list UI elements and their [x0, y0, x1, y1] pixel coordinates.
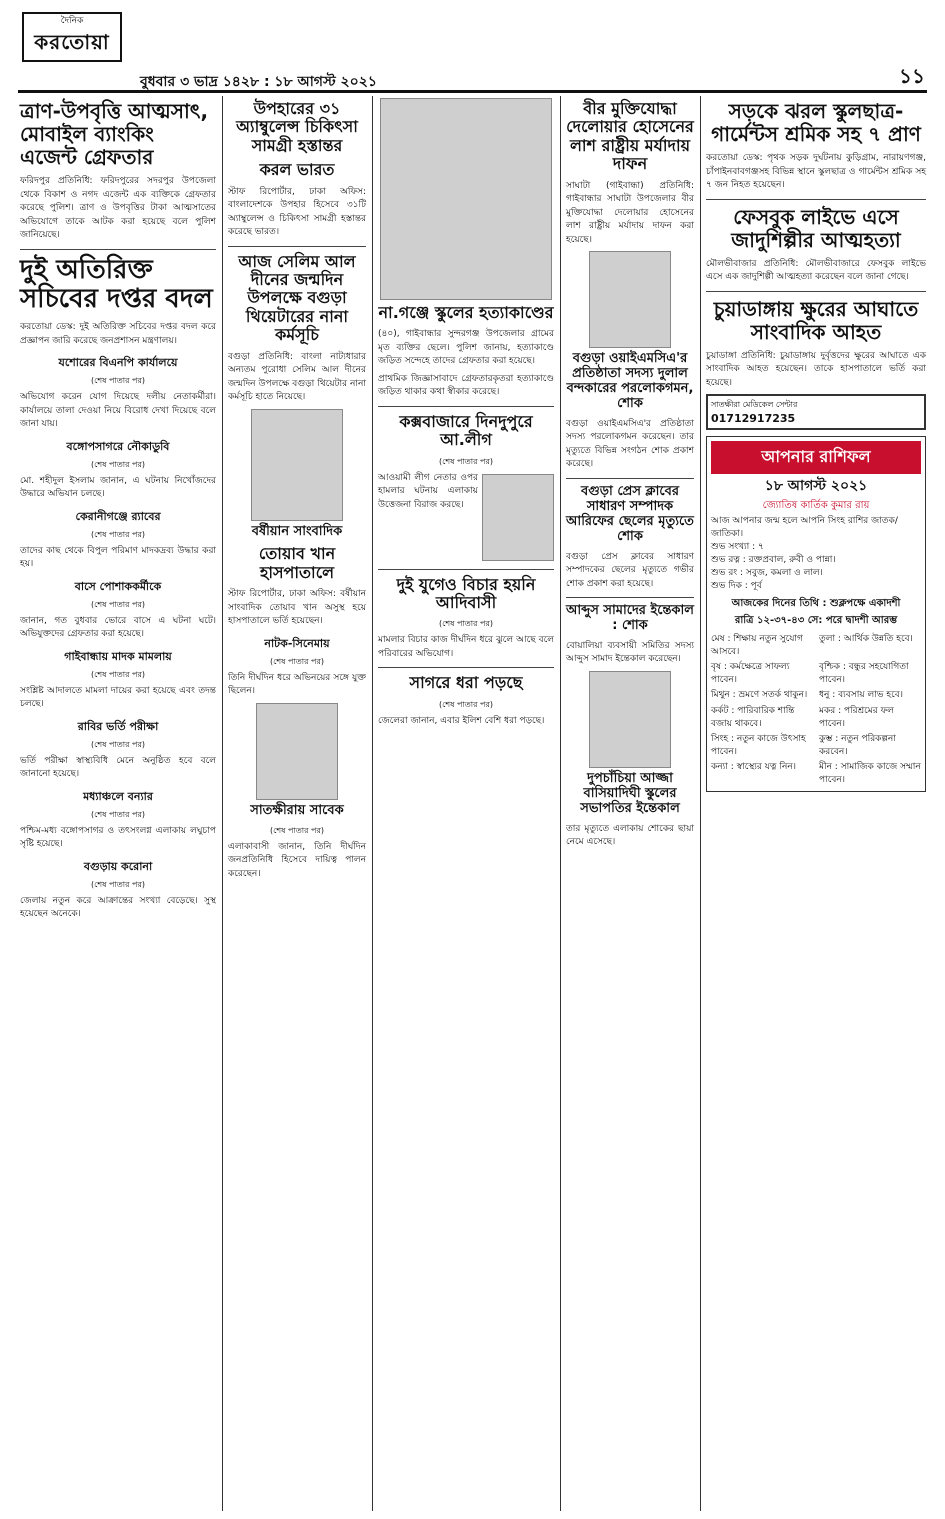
rashifal-night: রাত্রি ১২-৩৭-৪৩ সে: পরে দ্বাদশী আরম্ভ [734, 615, 898, 627]
newspaper-logo [22, 12, 122, 62]
article-text: অভিযোগ করেন যোগ দিয়েছে দলীয় নেতাকর্মীরা। কার্যালয়ে তালা দেওয়া নিয়ে বিরোধ দেখা দিয়েছে বলে জানা যায়। [20, 392, 216, 430]
article-text: জানান, গত বুধবার ভোরে বাসে এ ঘটনা ঘটে। অভিযুক্তদের গ্রেফতার করা হয়েছে। [20, 615, 216, 640]
rashifal-row: শুভ রং : সবুজ, কমলা ও লাল। [711, 568, 823, 579]
group-photo [380, 98, 552, 300]
article-text: তার মৃত্যুতে এলাকায় শোকের ছায়া নেমে এসেছে। [566, 823, 694, 848]
logo-small: দৈনিক [60, 16, 84, 26]
photo-caption: সাতক্ষীরায় সাবেক [250, 802, 344, 818]
continued-note: (শেষ পাতার পর) [90, 459, 146, 469]
article-text: বোয়ালিয়া ব্যবসায়ী সমিতির সদস্য আব্দুস সামাদ ইন্তেকাল করেছেন। [566, 640, 694, 665]
rashifal-sign: তুলা : আর্থিক উন্নতি হবে। [819, 634, 913, 645]
continued-note: (শেষ পাতার পর) [90, 879, 146, 889]
article-text: স্টাফ রিপোর্টার, ঢাকা অফিস: বর্ষীয়ান সাংবাদিক তোয়াব খান অসুস্থ হয়ে হাসপাতালে ভর্তি হয়েছেন। [228, 589, 366, 627]
photo-caption: আব্দুস সামাদের ইন্তেকাল : শোক [566, 603, 694, 633]
rashifal-today: আজকের দিনের তিথি : শুক্লপক্ষে একাদশী [731, 598, 901, 610]
divider [378, 569, 554, 570]
portrait-photo [256, 703, 338, 800]
rashifal-author: জ্যোতিষ কার্তিক কুমার রায় [762, 500, 870, 511]
portrait-photo [251, 409, 343, 521]
article-text: ভর্তি পরীক্ষা স্বাস্থ্যবিধি মেনে অনুষ্ঠিত হবে বলে জানানো হয়েছে। [20, 755, 216, 780]
divider [228, 246, 366, 247]
column-1 [20, 96, 216, 926]
rashifal-signs [711, 633, 921, 787]
divider [20, 249, 216, 250]
continued-note: (শেষ পাতার পর) [90, 739, 146, 749]
article-text: বগুড়া প্রতিনিধি: বাংলা নাট্যধারার অন্যতম পুরোধা সেলিম আল দীনের জন্মদিন উপলক্ষে বগুড়া থিয়েটার নানা কর্মসূচি হাতে নিয়েছে। [228, 351, 366, 403]
rashifal-sign: কুম্ভ : নতুন পরিকল্পনা করবেন। [819, 733, 896, 757]
rashifal-sign: বৃষ : কর্মক্ষেত্রে সাফল্য পাবেন। [711, 662, 790, 686]
portrait-photo [589, 251, 671, 348]
subheading: নাটক-সিনেমায় [264, 636, 330, 650]
article-text: সাঘাটা (গাইবান্ধা) প্রতিনিধি: গাইবান্ধার সাঘাটা উপজেলার বীর মুক্তিযোদ্ধা দেলোয়ার হোসেনের লাশ রাষ্ট্রীয় মর্যাদায় দাফন করা হয়েছে। [566, 180, 694, 245]
divider [378, 406, 554, 407]
masthead [0, 0, 945, 96]
article-text: আওয়ামী লীগ নেতার ওপর হামলার ঘটনায় এলাকায় উত্তেজনা বিরাজ করছে। [378, 472, 478, 510]
continued-note: (শেষ পাতার পর) [269, 656, 325, 666]
article-text: তিনি দীর্ঘদিন ধরে অভিনয়ের সঙ্গে যুক্ত ছিলেন। [228, 672, 366, 697]
headline: ফেসবুক লাইভে এসে জাদুশিল্পীর আত্মহত্যা [731, 204, 901, 252]
subheading: রাবির ভর্তি পরীক্ষা [77, 719, 159, 733]
continued-note: (শেষ পাতার পর) [438, 699, 494, 709]
divider [706, 199, 926, 200]
rashifal-row: শুভ রত্ন : রক্তপ্রবাল, রুবী ও পান্না। [711, 555, 836, 566]
logo-big: করতোয়া [34, 30, 110, 54]
photo-caption: বগুড়া প্রেস ক্লাবের সাধারণ সম্পাদক আরিফের ছেলের মৃত্যুতে শোক [566, 483, 694, 544]
ad-phone: 01712917235 [711, 412, 796, 425]
article-text: বগুড়া প্রেস ক্লাবের সাধারণ সম্পাদকের ছেলের মৃত্যুতে গভীর শোক প্রকাশ করা হয়েছে। [566, 551, 694, 589]
rashifal-date: ১৮ আগস্ট ২০২১ [764, 478, 868, 494]
advertisement [706, 394, 926, 430]
article-text: পশ্চিম-মধ্য বঙ্গোপসাগর ও তৎসংলগ্ন এলাকায় লঘুচাপ সৃষ্টি হয়েছে। [20, 825, 216, 850]
headline: সাগরে ধরা পড়ছে [409, 673, 523, 693]
headline: কক্সবাজারে দিনদুপুরে আ.লীগ [399, 411, 533, 450]
column-divider [560, 96, 561, 1511]
headline: বীর মুক্তিযোদ্ধা দেলোয়ার হোসেনের লাশ রাষ্ট্রীয় মর্যাদায় দাফন [566, 99, 694, 174]
photo-caption: বগুড়া ওয়াইএমসিএ'র প্রতিষ্ঠাতা সদস্য দুলাল বন্দকারের পরলোকগমন, শোক [566, 351, 694, 411]
article-text: সংশ্লিষ্ট আদালতে মামলা দায়ের করা হয়েছে এবং তদন্ত চলছে। [20, 685, 216, 710]
continued-note: (শেষ পাতার পর) [90, 669, 146, 679]
article-text: মো. শহীদুল ইসলাম জানান, এ ঘটনায় নিখোঁজদের উদ্ধারে অভিযান চলছে। [20, 475, 216, 500]
page-number: ১১ [899, 64, 925, 88]
rashifal-sign: মিথুন : ভ্রমণে সতর্ক থাকুন। [711, 690, 808, 701]
subheading: মধ্যাঞ্চলে বন্যার [83, 789, 153, 803]
continued-note: (শেষ পাতার পর) [90, 809, 146, 819]
rashifal-sign: মীন : সামাজিক কাজে সম্মান পাবেন। [819, 761, 921, 785]
divider [566, 478, 694, 479]
subheading: বগুড়ায় করোনা [83, 859, 153, 873]
continued-note: (শেষ পাতার পর) [269, 825, 325, 835]
rashifal-box [706, 436, 926, 792]
continued-note: (শেষ পাতার পর) [90, 529, 146, 539]
portrait-photo [589, 671, 671, 768]
article-text: এলাকাবাসী জানান, তিনি দীর্ঘদিন জনপ্রতিনিধি হিসেবে দায়িত্ব পালন করেছেন। [228, 841, 366, 879]
subheading: গাইবান্ধায় মাদক মামলায় [64, 649, 172, 663]
dateline: বুধবার ৩ ভাদ্র ১৪২৮ : ১৮ আগস্ট ২০২১ [140, 74, 377, 90]
column-divider [222, 96, 223, 1511]
continued-note: (শেষ পাতার পর) [90, 376, 146, 386]
headline: চুয়াডাঙ্গায় ক্ষুরের আঘাতে সাংবাদিক আহত [713, 296, 919, 344]
continued-note: (শেষ পাতার পর) [438, 619, 494, 629]
column-divider [372, 96, 373, 1511]
article-text: চুয়াডাঙ্গা প্রতিনিধি: চুয়াডাঙ্গায় দুর্বৃত্তদের ক্ষুরের আঘাতে এক সাংবাদিক আহত হয়েছেন। তাকে হাসপাতালে ভর্তি করা হয়েছে। [706, 350, 926, 388]
rashifal-row: শুভ সংখ্যা : ৭ [711, 542, 764, 553]
masthead-rule [18, 90, 927, 93]
rashifal-row: শুভ দিক : পূর্ব [711, 581, 762, 592]
headline: দুই যুগেও বিচার হয়নি আদিবাসী [396, 574, 536, 613]
article-text: করতোয়া ডেস্ক: দুই অতিরিক্ত সচিবের দপ্তর বদল করে প্রজ্ঞাপন জারি করেছে জনপ্রশাসন মন্ত্রণালয়। [20, 322, 216, 346]
subheading: যশোরের বিএনপি কার্যালয়ে [58, 356, 178, 370]
subheading: কেরানীগঞ্জে র‌্যাবের [75, 509, 161, 523]
photo-caption: বর্ষীয়ান সাংবাদিক [251, 523, 343, 539]
headline: আজ সেলিম আল দীনের জন্মদিন উপলক্ষে বগুড়া থিয়েটারের নানা কর্মসূচি [238, 251, 356, 345]
article-text: জেলেরা জানান, এবার ইলিশ বেশি ধরা পড়ছে। [378, 715, 545, 726]
divider [378, 667, 554, 668]
column-5 [706, 96, 926, 792]
column-4 [566, 96, 694, 854]
portrait-photo [482, 474, 554, 561]
article-text: মামলার বিচার কাজ দীর্ঘদিন ধরে ঝুলে আছে বলে পরিবারের অভিযোগ। [378, 635, 554, 659]
article-text: স্টাফ রিপোর্টার, ঢাকা অফিস: বাংলাদেশকে উপহার হিসেবে ৩১টি অ্যাম্বুলেন্স ও চিকিৎসা সামগ্রী হস্তান্তর করেছে ভারত। [228, 186, 366, 238]
column-divider [700, 96, 701, 1511]
article-text: মৌলভীবাজার প্রতিনিধি: মৌলভীবাজারে ফেসবুক লাইভে এসে এক জাদুশিল্পী আত্মহত্যা করেছেন বলে জানা গেছে। [706, 258, 926, 282]
rashifal-sign: কন্যা : স্বাস্থ্যের যত্ন নিন। [711, 761, 796, 772]
rashifal-sign: মেষ : শিক্ষায় নতুন সুযোগ আসবে। [711, 634, 803, 658]
rashifal-title: আপনার রাশিফল [711, 441, 921, 474]
continued-note: (শেষ পাতার পর) [438, 456, 494, 466]
rashifal-sign: ধনু : ব্যবসায় লাভ হবে। [819, 690, 903, 701]
headline: সড়কে ঝরল স্কুলছাত্র- গার্মেন্টস শ্রমিক সহ ৭ প্রাণ [711, 99, 921, 146]
rashifal-sign: কর্কট : পারিবারিক শান্তি বজায় থাকবে। [711, 705, 795, 729]
column-2 [228, 96, 366, 885]
rashifal-sign: বৃশ্চিক : বন্ধুর সহযোগিতা পাবেন। [819, 662, 909, 686]
headline-line2: করল ভারত [259, 160, 335, 180]
article-text: বগুড়া ওয়াইএমসিএ'র প্রতিষ্ঠাতা সদস্য পরলোকগমন করেছেন। তার মৃত্যুতে বিভিন্ন সংগঠন শোক প্রকাশ করেছে। [566, 418, 694, 470]
column-3 [378, 96, 554, 732]
article-text: জেলায় নতুন করে আক্রান্তের সংখ্যা বেড়েছে। সুস্থ হয়েছেন অনেকে। [20, 895, 216, 920]
headline: ত্রাণ-উপবৃত্তি আত্মসাৎ, মোবাইল ব্যাংকিং এজেন্ট গ্রেফতার [20, 99, 209, 169]
article-text: (৪০), গাইবান্ধার সুন্দরগঞ্জ উপজেলার গ্রামের মৃত ব্যক্তির ছেলে। পুলিশ জানায়, হত্যাকাণ্ডে জড়িত সন্দেহে তাদের গ্রেফতার করা হয়েছে। [378, 329, 554, 367]
ad-text: সাতক্ষীরা মেডিকেল সেন্টার [711, 400, 798, 409]
subheading: বাসে পোশাককর্মীকে [74, 579, 162, 593]
headline: উপহারের ৩১ অ্যাম্বুলেন্স চিকিৎসা সামগ্রী হস্তান্তর [236, 99, 358, 155]
divider [706, 291, 926, 292]
article-text: তাদের কাছ থেকে বিপুল পরিমাণ মাদকদ্রব্য উদ্ধার করা হয়। [20, 545, 216, 570]
headline: তোয়াব খান হাসপাতালে [258, 544, 336, 582]
subheading: বঙ্গোপসাগরে নৌকাডুবি [66, 439, 170, 453]
photo-caption: দুপচাঁচিয়া আজ্জা বাসিয়াদিঘী স্কুলের সভাপতির ইন্তেকাল [580, 770, 680, 816]
rashifal-sign: মকর : পরিশ্রমের ফল পাবেন। [819, 705, 894, 729]
rashifal-sign: সিংহ : নতুন কাজে উৎসাহ পাবেন। [711, 733, 806, 757]
headline: দুই অতিরিক্ত সচিবের দপ্তর বদল [20, 254, 213, 315]
continued-note: (শেষ পাতার পর) [90, 599, 146, 609]
article-text: প্রাথমিক জিজ্ঞাসাবাদে গ্রেফতারকৃতরা হত্যাকাণ্ডে জড়িত থাকার কথা স্বীকার করেছে। [378, 373, 554, 398]
headline: না.গঞ্জে স্কুলের হত্যাকাণ্ডের [378, 303, 554, 322]
article-text: করতোয়া ডেস্ক: পৃথক সড়ক দুর্ঘটনায় কুড়িগ্রাম, নারায়ণগঞ্জ, চাঁপাইনবাবগঞ্জসহ বিভিন্ন স্থানে স্কুলছাত্র ও গার্মেন্টস শ্রমিক সহ ৭ জন নিহত হয়েছেন। [706, 153, 926, 190]
divider [566, 597, 694, 598]
rashifal-intro: আজ আপনার জন্ম হলে আপনি সিংহ রাশির জাতক/জাতিকা। [711, 516, 898, 540]
article-text: ফরিদপুর প্রতিনিধি: ফরিদপুরের সদরপুর উপজেলা থেকে বিকাশ ও নগদ এজেন্ট এক ব্যক্তিকে গ্রেফতার করেছে পুলিশ। ত্রাণ ও উপবৃত্তির টাকা আত্মসাতের অভিযোগে তাকে আটক করা হয়েছে বলে পুলিশ জানিয়েছে। [20, 176, 216, 240]
